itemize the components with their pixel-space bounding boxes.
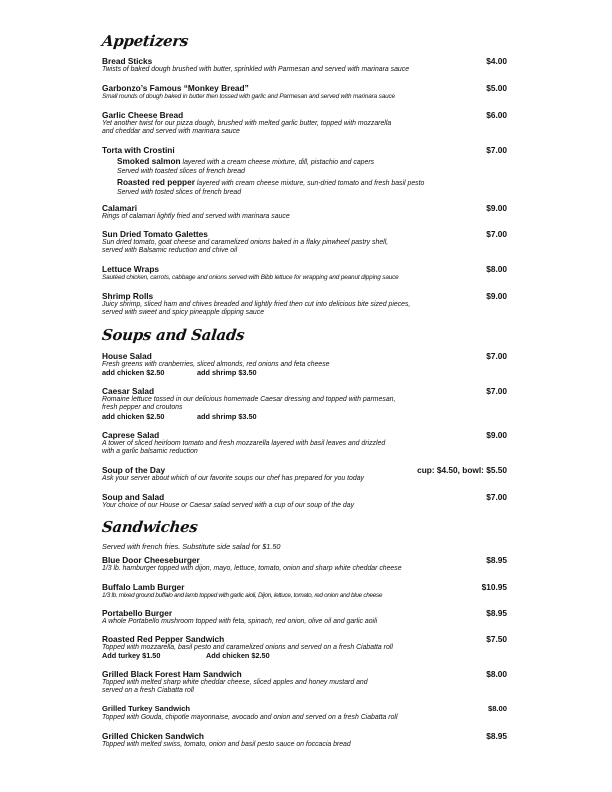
option-name: Smoked salmon	[117, 156, 181, 166]
menu-item	[102, 608, 507, 626]
item-addons	[102, 369, 507, 378]
item-desc: Rings of calamari lightly fried and served with marinara sauce	[102, 213, 290, 220]
menu-item	[102, 291, 507, 318]
menu-item	[102, 582, 507, 600]
addon-chicken: add chicken $2.50	[102, 411, 165, 421]
item-name: Roasted Red Pepper Sandwich	[102, 634, 225, 644]
item-name: Shrimp Rolls	[102, 291, 154, 301]
option-desc: layered with a cream cheese mixture, dill, pistachio and capers	[180, 159, 375, 166]
addon-turkey: Add turkey $1.50	[102, 651, 161, 661]
item-price: $4.00	[486, 56, 507, 66]
menu-item	[102, 56, 507, 74]
item-name: Blue Door Cheeseburger	[102, 555, 200, 565]
menu-item	[102, 351, 507, 378]
item-desc: Juicy shrimp, sliced ham and chives breaded and lightly fried then cut into delicious bite sized pieces,	[102, 301, 411, 308]
item-name: Soup of the Day	[102, 465, 166, 475]
item-price: $8.95	[486, 608, 507, 618]
item-desc: 1/3 lb. mixed ground buffalo and lamb topped with garlic aioli, Dijon, lettuce, tomato, red onion and blue cheese	[102, 592, 383, 599]
item-price: $9.00	[486, 203, 507, 213]
item-name: Soup and Salad	[102, 492, 165, 502]
item-price: $7.00	[486, 386, 507, 396]
item-desc: fresh pepper and croutons	[102, 404, 183, 412]
addon-shrimp: add shrimp $3.50	[197, 411, 257, 421]
menu-item	[102, 83, 507, 101]
item-desc: Topped with melted sharp white cheddar cheese, sliced apples and honey mustard and	[102, 679, 368, 686]
item-desc: served with Balsamic reduction and chive oil	[102, 247, 238, 255]
addon-shrimp: add shrimp $3.50	[197, 368, 257, 378]
item-price: $9.00	[486, 291, 507, 301]
item-desc: A whole Portabello mushroom topped with feta, spinach, red onion, olive oil and garlic aoili	[102, 618, 378, 625]
menu-item	[102, 731, 507, 749]
item-name: Grilled Turkey Sandwich	[102, 704, 191, 713]
item-price: $8.00	[487, 704, 507, 713]
addon-chicken: Add chicken $2.50	[206, 651, 270, 661]
item-desc: Topped with mozzarella, basil pesto and caramelized onions and served on a fresh Ciabatta roll	[102, 644, 393, 651]
item-name: Caprese Salad	[102, 430, 160, 440]
item-desc: Ask your server about which of our favorite soups our chef has prepared for you today	[102, 475, 364, 482]
menu-item	[102, 229, 507, 256]
item-name: Grilled Chicken Sandwich	[102, 731, 204, 741]
torta-option	[117, 155, 507, 197]
menu-item	[102, 634, 507, 661]
item-name: Caesar Salad	[102, 386, 155, 396]
item-price: $7.00	[486, 492, 507, 502]
item-name: Calamari	[102, 203, 138, 213]
item-desc: served with sweet and spicy pineapple dipping sauce	[102, 309, 265, 317]
item-desc: Your choice of our House or Caesar salad served with a cup of our soup of the day	[102, 502, 355, 509]
item-name: Torta with Crostini	[102, 145, 175, 155]
item-price: $6.00	[486, 110, 507, 120]
item-desc: Romaine lettuce tossed in our delicious homemade Caesar dressing and topped with parmesan,	[102, 396, 396, 403]
item-desc: Topped with melted swiss, tomato, onion and basil pesto sauce on foccacia bread	[102, 741, 351, 748]
item-desc: Fresh greens with cranberries, sliced almonds, red onions and feta cheese	[102, 361, 330, 368]
menu-item	[102, 704, 507, 722]
menu-item	[102, 465, 507, 483]
item-price: $8.95	[486, 731, 507, 741]
item-name: Portabello Burger	[102, 608, 173, 618]
option-desc: Served with tosted slices of french bread	[117, 188, 242, 196]
menu-item	[102, 492, 507, 510]
item-price: $5.00	[486, 83, 507, 93]
item-price: $7.50	[486, 634, 507, 644]
item-price: $9.00	[486, 430, 507, 440]
option-desc: layered with cream cheese mixture, sun-dried tomato and fresh basil pesto	[194, 180, 425, 188]
item-name: Buffalo Lamb Burger	[102, 582, 185, 592]
menu-item	[102, 669, 507, 696]
item-name: House Salad	[102, 351, 152, 361]
item-desc: Sun dried tomato, goat cheese and caramelized onions baked in a flaky pinwheel pastry shell,	[102, 239, 389, 246]
item-price: cup: $4.50, bowl: $5.50	[417, 465, 507, 475]
menu-item	[102, 555, 507, 573]
item-desc: Small rounds of dough baked in butter then tossed with garlic and Parmesan and served with marinara sauce	[102, 93, 395, 100]
item-desc: Sautéed chicken, carrots, cabbage and onions served with Bibb lettuce for wrapping and peanut dipping sauce	[102, 274, 399, 281]
menu-item	[102, 386, 507, 421]
sandwiches-note: Served with french fries. Substitute side salad for $1.50	[102, 542, 281, 551]
item-name: Sun Dried Tomato Galettes	[102, 229, 208, 239]
item-desc: served on a fresh Ciabatta roll	[102, 687, 194, 695]
item-desc: A tower of sliced heirloom tomato and fresh mozzarella layered with basil leaves and drizzled	[102, 440, 386, 447]
item-price: $7.00	[486, 229, 507, 239]
item-name: Lettuce Wraps	[102, 264, 160, 274]
item-price: $7.00	[486, 145, 507, 155]
item-price: $8.00	[486, 264, 507, 274]
item-price: $10.95	[481, 582, 507, 592]
menu-item	[102, 264, 507, 282]
item-name: Bread Sticks	[102, 56, 153, 66]
item-addons	[102, 413, 507, 422]
option-name: Roasted red pepper	[117, 177, 195, 188]
sandwiches-title: Sandwiches	[101, 518, 199, 536]
item-name: Garbonzo’s Famous “Monkey Bread”	[102, 83, 249, 93]
menu-item	[102, 430, 507, 457]
appetizers-title: Appetizers	[101, 32, 190, 50]
item-name: Grilled Black Forest Ham Sandwich	[102, 669, 242, 679]
item-desc: 1/3 lb. hamburger topped with dijon, mayo, lettuce, tomato, onion and sharp white cheddar cheese	[102, 565, 402, 572]
menu-item	[102, 203, 507, 221]
item-price: $7.00	[486, 351, 507, 361]
soups-salads-title: Soups and Salads	[101, 326, 246, 344]
item-price: $8.00	[486, 669, 507, 679]
item-price: $8.95	[486, 555, 507, 565]
menu-item	[102, 110, 507, 137]
item-desc: and cheddar and served with marinara sauce	[102, 128, 240, 136]
item-name: Garlic Cheese Bread	[102, 110, 184, 120]
item-desc: Twists of baked dough brushed with butter, sprinkled with Parmesan and served with marinara sauce	[102, 66, 410, 73]
item-desc: Topped with Gouda, chipotle mayonnaise, avocado and onion and served on a fresh Ciabatta roll	[102, 714, 398, 721]
addon-chicken: add chicken $2.50	[102, 368, 165, 378]
item-desc: with a garlic balsamic reduction	[102, 448, 198, 456]
option-desc: Served with toasted slices of french bread	[117, 167, 245, 175]
item-addons	[102, 652, 507, 661]
menu-item	[102, 145, 507, 197]
item-desc: Yet another twist for our pizza dough, brushed with melted garlic butter, topped with mozzarella	[102, 120, 392, 127]
